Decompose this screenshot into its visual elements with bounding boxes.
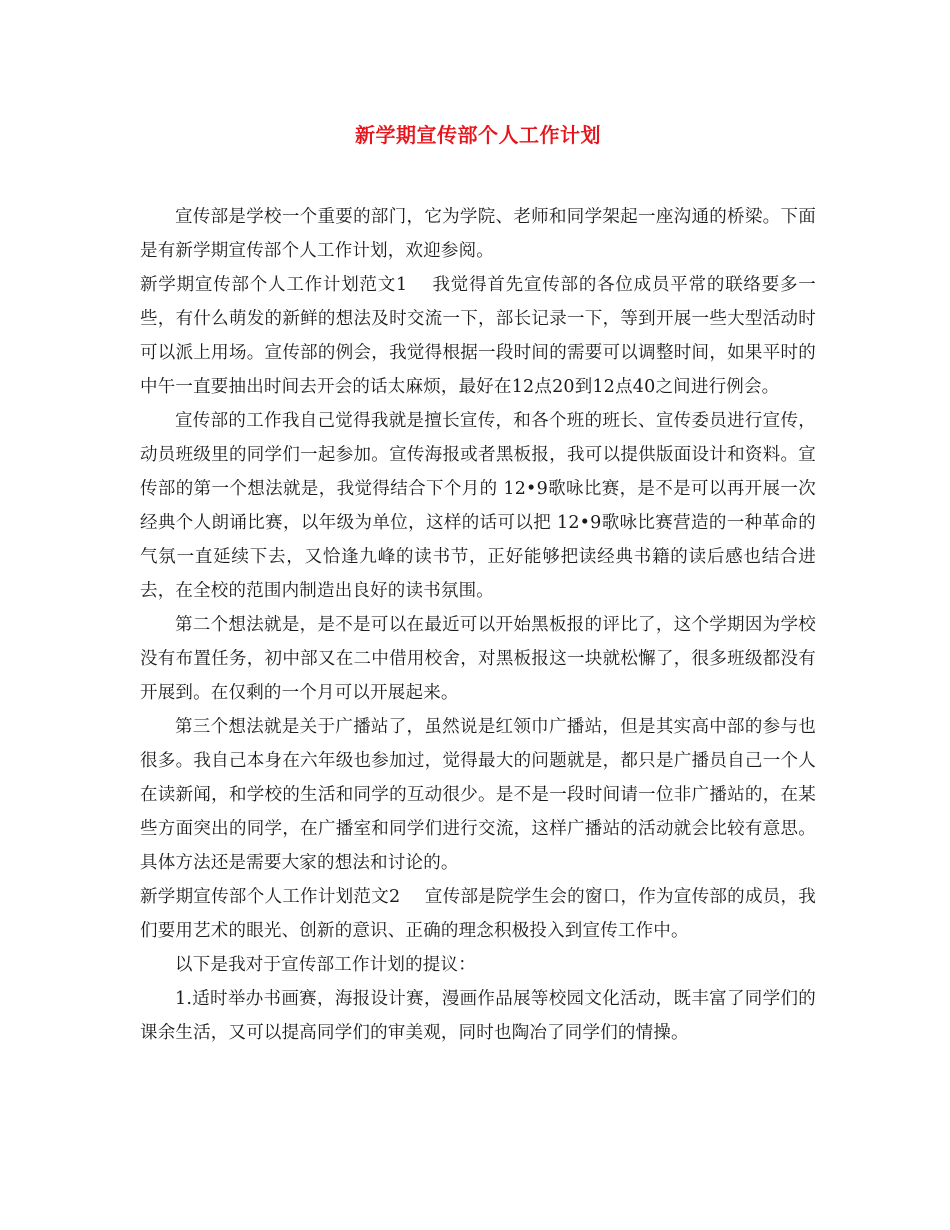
- sample2-heading: 新学期宣传部个人工作计划范文2: [140, 887, 401, 907]
- sample2-paragraph-2: 以下是我对于宣传部工作计划的提议：: [175, 955, 476, 975]
- sample1-first-paragraph: [140, 268, 816, 404]
- sample1-heading: 新学期宣传部个人工作计划范文1: [140, 275, 408, 295]
- sample1-lead-text: 我觉得首先宣传部的各位成员平常的联络要多一些，有什么萌发的新鲜的想法及时交流一下，部长记录一下，等到开展一些大型活动时可以派上用场。宣传部的例会，我觉得根据一段时间的需要可以调整时间，如果平时的中午一直要抽出时间去开会的话太麻烦，最好在12点20到12点40之间进行例会。: [140, 275, 816, 397]
- sample2-lead-text: 宣传部是院学生会的窗口，作为宣传部的成员，我们要用艺术的眼光、创新的意识、正确的理念积极投入到宣传工作中。: [140, 887, 816, 941]
- sample2-paragraph-3: 1.适时举办书画赛，海报设计赛，漫画作品展等校园文化活动，既丰富了同学们的课余生活，又可以提高同学们的审美观，同时也陶冶了同学们的情操。: [140, 989, 816, 1043]
- document-body: [140, 200, 816, 1050]
- intro-paragraph: 宣传部是学校一个重要的部门，它为学院、老师和同学架起一座沟通的桥梁。下面是有新学期宣传部个人工作计划，欢迎参阅。: [140, 207, 816, 261]
- sample1-paragraph-4: 第三个想法就是关于广播站了，虽然说是红领巾广播站，但是其实高中部的参与也很多。我自己本身在六年级也参加过，觉得最大的问题就是，都只是广播员自己一个人在读新闻，和学校的生活和同学的互动很少。是不是一段时间请一位非广播站的，在某些方面突出的同学，在广播室和同学们进行交流，这样广播站的活动就会比较有意思。具体方法还是需要大家的想法和讨论的。: [140, 717, 816, 873]
- document-title: 新学期宣传部个人工作计划: [355, 123, 601, 147]
- sample2-first-paragraph: [140, 880, 816, 948]
- document-page: [140, 0, 816, 1050]
- sample1-paragraph-2: 宣传部的工作我自己觉得我就是擅长宣传，和各个班的班长、宣传委员进行宣传，动员班级里的同学们一起参加。宣传海报或者黑板报，我可以提供版面设计和资料。宣传部的第一个想法就是，我觉得结合下个月的 12•9歌咏比赛，是不是可以再开展一次经典个人朗诵比赛，以年级为单位，这样的话可以把 12•9歌咏比赛营造的一种革命的气氛一直延续下去，又恰逢九峰的读书节，正好能够把读经典书籍的读后感也结合进去，在全校的范围内制造出良好的读书氛围。: [140, 411, 816, 601]
- sample1-paragraph-3: 第二个想法就是，是不是可以在最近可以开始黑板报的评比了，这个学期因为学校没有布置任务，初中部又在二中借用校舍，对黑板报这一块就松懈了，很多班级都没有开展到。在仅剩的一个月可以开展起来。: [140, 615, 816, 703]
